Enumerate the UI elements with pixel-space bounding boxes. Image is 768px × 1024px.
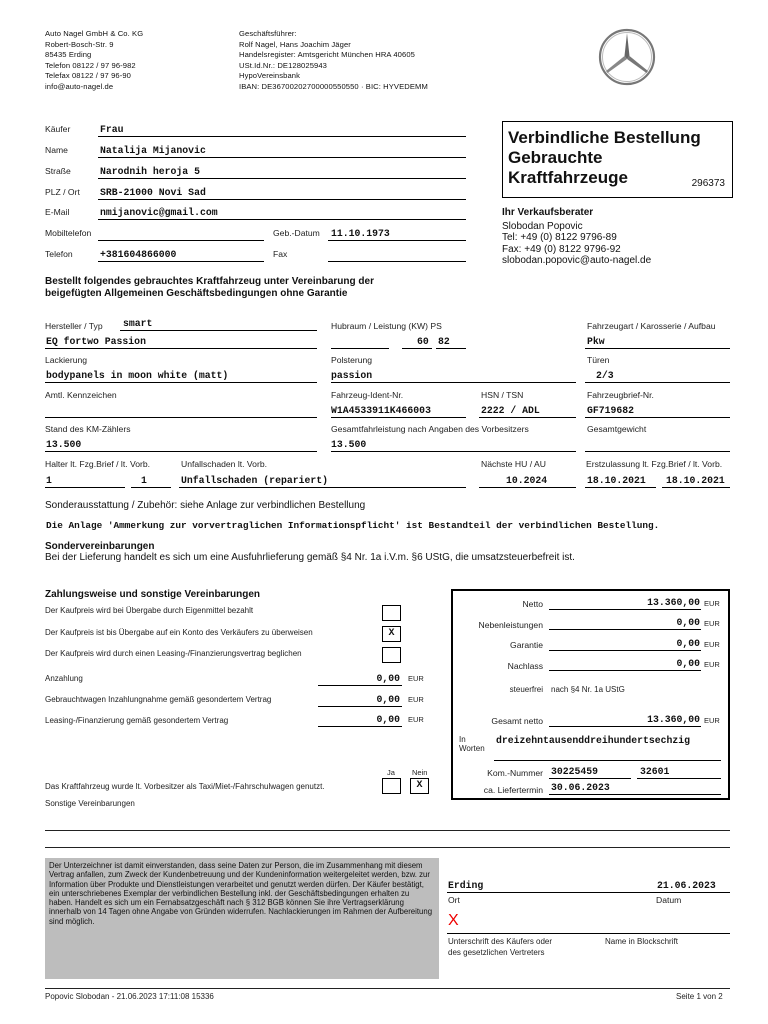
advisor-block: Ihr Verkaufsberater Slobodan Popovic Tel: +49 (0) 8122 9796-89 Fax: +49 (0) 8122 9796-92 slobodan.popovic@auto-nagel.de (502, 207, 652, 266)
value-ez2: 18.10.2021 (666, 475, 725, 486)
taxi-question: Das Kraftfahrzeug wurde lt. Vorbesitzer als Taxi/Miet-/Fahrschulwagen genutzt. (45, 782, 325, 791)
label-strasse: Straße (45, 166, 71, 176)
payment-heading: Zahlungsweise und sonstige Vereinbarungen (45, 589, 261, 600)
value-strasse: Narodnih heroja 5 (100, 166, 200, 177)
value-email: nmijanovic@gmail.com (100, 207, 218, 218)
mercedes-star-icon (598, 28, 656, 86)
company-address: Auto Nagel GmbH & Co. KG Robert-Bosch-Str. 9 85435 Erding Telefon 08122 / 97 96-982 Telefax 08122 / 97 96-90 info@auto-nagel.de (45, 29, 144, 91)
unit-anzahlung: EUR (408, 674, 424, 683)
value-plz: SRB-21000 Novi Sad (100, 187, 206, 198)
label-gesamtfahr: Gesamtfahrleistung nach Angaben des Vorbesitzers (331, 424, 529, 434)
label-fax: Fax (273, 249, 288, 259)
footer-left: Popovic Slobodan - 21.06.2023 17:11:08 15336 (45, 992, 214, 1001)
value-telefon: +381604866000 (100, 249, 177, 260)
label-leasing-betrag: Leasing-/Finanzierung gemäß gesondertem Vertrag (45, 716, 229, 725)
value-brief: GF719682 (587, 405, 635, 416)
label-unterschrift: Unterschrift des Käufers oder des gesetzlichen Vertreters (448, 937, 553, 957)
label-nachlass: Nachlass (507, 661, 543, 671)
label-hu: Nächste HU / AU (481, 459, 546, 469)
value-geb: 11.10.1973 (331, 228, 390, 239)
label-inzahlungnahme: Gebrauchtwagen Inzahlungnahme gemäß gesondertem Vertrag (45, 695, 272, 704)
label-email: E-Mail (45, 207, 70, 217)
order-title-box (502, 121, 733, 198)
unit-gesamt: EUR (704, 716, 720, 725)
value-ez1: 18.10.2021 (587, 475, 646, 486)
unit-leasing-betrag: EUR (408, 715, 424, 724)
value-leasing-betrag: 0,00 (376, 714, 400, 725)
label-anzahlung: Anzahlung (45, 674, 83, 683)
label-km: Stand des KM-Zählers (45, 424, 131, 434)
value-hu: 10.2024 (506, 475, 548, 486)
label-ort: Ort (448, 895, 460, 905)
payment-option-konto: Der Kaufpreis ist bis Übergabe auf ein Konto des Verkäufers zu überweisen (45, 628, 313, 637)
footer-page: Seite 1 von 2 (676, 992, 723, 1001)
value-ps: 82 (438, 336, 450, 347)
label-kaeufer: Käufer (45, 124, 71, 134)
value-netto: 13.360,00 (647, 597, 700, 608)
order-title: Verbindliche Bestellung Gebrauchte Kraftfahrzeuge (508, 128, 701, 187)
label-ja: Ja (387, 768, 395, 777)
label-blockschrift: Name in Blockschrift (605, 937, 678, 946)
signature-mark[interactable]: X (448, 912, 459, 929)
label-kennzeichen: Amtl. Kennzeichen (45, 390, 117, 400)
consent-text: Der Unterzeichner ist damit einverstanden, dass seine Daten zur Person, die im Zusammenhang mit diesem Vertrag anfallen, zum Zweck der Kundenbetreuung und der Kundeninformation weitergeleitet werden, bzw. zur Information über Produkte und Dienstleistungen verarbeitet und genutzt werden dürfen. Der Käufer bestätigt, ein unterschriebenes Exemplar der verbindlichen Bestellung inkl. der Geschäftsbedingungen erhalten zu haben. Handelt es sich um ein Fernabsatzgeschäft nach § 312 BGB können Sie ihre Vertragserklärung innerhalb von 14 Tagen ohne Angabe von Gründen widerrufen. Nachlackierungen im Rahmen der Aufbereitung sind möglich. (45, 858, 439, 979)
payment-option-eigenmittel: Der Kaufpreis wird bei Übergabe durch Eigenmittel bezahlt (45, 606, 254, 615)
value-nachlass: 0,00 (676, 658, 700, 669)
sonstige-label: Sonstige Vereinbarungen (45, 799, 135, 808)
value-unfall: Unfallschaden (repariert) (181, 475, 328, 486)
value-anzahlung: 0,00 (376, 673, 400, 684)
advisor-email-link[interactable]: slobodan.popovic@auto-nagel.de (502, 255, 652, 266)
label-hsn: HSN / TSN (481, 390, 524, 400)
payment-option-leasing: Der Kaufpreis wird durch einen Leasing-/Finanzierungsvertrag beglichen (45, 649, 302, 658)
value-garantie: 0,00 (676, 638, 700, 649)
sondervereinbarungen-text: Bei der Lieferung handelt es sich um eine Ausfuhrlieferung gemäß §4 Nr. 1a i.V.m. §6 UStG, die umsatzsteuerbefreit ist. (45, 552, 575, 563)
label-polsterung: Polsterung (331, 355, 373, 365)
label-neben: Nebenleistungen (478, 620, 543, 630)
label-geb: Geb.-Datum (273, 228, 320, 238)
label-netto: Netto (522, 599, 543, 609)
order-number: 296373 (691, 178, 725, 189)
value-gesamt: 13.360,00 (647, 714, 700, 725)
label-tueren: Türen (587, 355, 610, 365)
label-garantie: Garantie (510, 640, 543, 650)
label-ident: Fahrzeug-Ident-Nr. (331, 390, 404, 400)
checkbox-taxi-ja[interactable] (382, 778, 401, 794)
anlage-text: Die Anlage 'Ammerkung zur vorvertraglichen Informationspflicht' ist Bestandteil der verbindlichen Bestellung. (46, 520, 660, 531)
sondervereinbarungen-heading: Sondervereinbarungen (45, 541, 155, 552)
unit-garantie: EUR (704, 640, 720, 649)
value-worten: dreizehntausenddreihundertsechzig (496, 735, 691, 746)
value-hsn: 2222 / ADL (481, 405, 540, 416)
label-gewicht: Gesamtgewicht (587, 424, 647, 434)
value-name: Natalija Mijanovic (100, 145, 206, 156)
value-tueren: 2/3 (596, 370, 614, 381)
value-halter2: 1 (141, 475, 147, 486)
label-fahrzeugart: Fahrzeugart / Karosserie / Aufbau (587, 321, 716, 331)
intro-text: Bestellt folgendes gebrauchtes Kraftfahrzeug unter Vereinbarung der beigefügten Allgemeinen Geschäftsbedingungen ohne Garantie (45, 276, 374, 299)
value-kw: 60 (417, 336, 429, 347)
label-hubraum: Hubraum / Leistung (KW) PS (331, 321, 442, 331)
value-fahrzeugart: Pkw (587, 336, 605, 347)
label-lackierung: Lackierung (45, 355, 88, 365)
value-hersteller: smart (123, 318, 153, 329)
sonderausstattung-text: Sonderausstattung / Zubehör: siehe Anlage zur verbindlichen Bestellung (45, 500, 366, 511)
value-kaeufer: Frau (100, 124, 124, 135)
value-inzahlungnahme: 0,00 (376, 694, 400, 705)
label-ez: Erstzulassung lt. Fzg.Brief / lt. Vorb. (586, 459, 723, 469)
unit-neben: EUR (704, 619, 720, 628)
label-steuerfrei: steuerfrei (509, 685, 543, 694)
value-lackierung: bodypanels in moon white (matt) (46, 370, 229, 381)
label-unfall: Unfallschaden lt. Vorb. (181, 459, 267, 469)
value-ident: W1A4533911K466003 (331, 405, 431, 416)
value-typ: EQ fortwo Passion (46, 336, 146, 347)
label-plz: PLZ / Ort (45, 187, 80, 197)
checkbox-taxi-nein[interactable]: X (410, 778, 429, 794)
value-halter1: 1 (46, 475, 52, 486)
value-ort: Erding (448, 880, 484, 891)
label-nein: Nein (412, 768, 428, 777)
company-management: Geschäftsführer: Rolf Nagel, Hans Joachim Jäger Handelsregister: Amtsgericht München HRA 40605 USt.Id.Nr.: DE128025943 HypoVereinsbank IBAN: DE36700202700000550550 · BIC: HYVEDEMM (239, 29, 428, 91)
label-datum: Datum (656, 895, 682, 905)
label-brief: Fahrzeugbrief-Nr. (587, 390, 654, 400)
value-liefer: 30.06.2023 (551, 782, 610, 793)
label-gesamt: Gesamt netto (491, 716, 543, 726)
value-polsterung: passion (331, 370, 373, 381)
label-mobil: Mobiltelefon (45, 228, 92, 238)
value-datum: 21.06.2023 (657, 880, 716, 891)
unit-netto: EUR (704, 599, 720, 608)
label-halter: Halter lt. Fzg.Brief / lt. Vorb. (45, 459, 151, 469)
value-km: 13.500 (46, 439, 82, 450)
value-steuerfrei: nach §4 Nr. 1a UStG (551, 685, 625, 694)
unit-inzahlungnahme: EUR (408, 695, 424, 704)
checkbox-konto[interactable]: X (382, 626, 401, 642)
label-worten: In Worten (459, 735, 485, 753)
checkbox-eigenmittel[interactable] (382, 605, 401, 621)
checkbox-leasing[interactable] (382, 647, 401, 663)
label-liefer: ca. Liefertermin (483, 785, 543, 795)
unit-nachlass: EUR (704, 660, 720, 669)
label-kom: Kom.-Nummer (487, 768, 543, 778)
label-telefon: Telefon (45, 249, 73, 259)
value-kom1: 30225459 (551, 766, 599, 777)
value-neben: 0,00 (676, 617, 700, 628)
label-hersteller: Hersteller / Typ (45, 321, 103, 331)
value-kom2: 32601 (640, 766, 670, 777)
label-name: Name (45, 145, 68, 155)
value-gesamtfahr: 13.500 (331, 439, 367, 450)
